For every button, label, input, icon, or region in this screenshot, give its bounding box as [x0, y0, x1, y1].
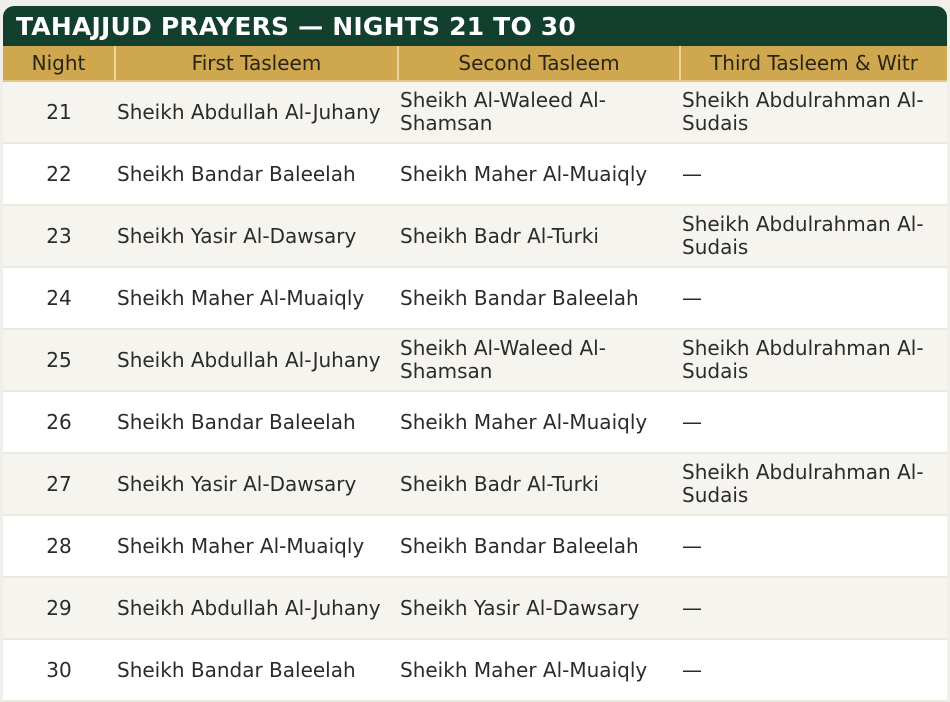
night-cell: 27 [3, 453, 115, 515]
third-tasleem-cell: Sheikh Abdulrahman Al-Sudais [680, 205, 947, 267]
third-tasleem-cell: Sheikh Abdulrahman Al-Sudais [680, 453, 947, 515]
night-cell: 30 [3, 639, 115, 701]
first-tasleem-cell: Sheikh Yasir Al-Dawsary [115, 205, 398, 267]
night-cell: 26 [3, 391, 115, 453]
night-cell: 28 [3, 515, 115, 577]
first-tasleem-cell: Sheikh Bandar Baleelah [115, 639, 398, 701]
table-row [3, 453, 947, 515]
third-tasleem-cell: Sheikh Abdulrahman Al-Sudais [680, 329, 947, 391]
third-tasleem-cell: — [680, 515, 947, 577]
second-tasleem-cell: Sheikh Maher Al-Muaiqly [398, 391, 680, 453]
night-cell: 22 [3, 143, 115, 205]
second-tasleem-cell: Sheikh Badr Al-Turki [398, 453, 680, 515]
column-header-first-tasleem: First Tasleem [115, 46, 398, 81]
second-tasleem-cell: Sheikh Maher Al-Muaiqly [398, 143, 680, 205]
third-tasleem-cell: — [680, 577, 947, 639]
night-cell: 24 [3, 267, 115, 329]
column-header-night: Night [3, 46, 115, 81]
second-tasleem-cell: Sheikh Bandar Baleelah [398, 267, 680, 329]
table-row [3, 205, 947, 267]
column-header-third-tasleem-witr: Third Tasleem & Witr [680, 46, 947, 81]
night-cell: 23 [3, 205, 115, 267]
night-cell: 25 [3, 329, 115, 391]
table-row [3, 391, 947, 453]
third-tasleem-cell: — [680, 391, 947, 453]
first-tasleem-cell: Sheikh Yasir Al-Dawsary [115, 453, 398, 515]
third-tasleem-cell: — [680, 143, 947, 205]
second-tasleem-cell: Sheikh Al-Waleed Al-Shamsan [398, 81, 680, 143]
third-tasleem-cell: — [680, 639, 947, 701]
second-tasleem-cell: Sheikh Badr Al-Turki [398, 205, 680, 267]
second-tasleem-cell: Sheikh Maher Al-Muaiqly [398, 639, 680, 701]
first-tasleem-cell: Sheikh Maher Al-Muaiqly [115, 267, 398, 329]
table-row [3, 329, 947, 391]
first-tasleem-cell: Sheikh Maher Al-Muaiqly [115, 515, 398, 577]
table-row [3, 515, 947, 577]
table-row [3, 639, 947, 701]
column-header-second-tasleem: Second Tasleem [398, 46, 680, 81]
third-tasleem-cell: — [680, 267, 947, 329]
first-tasleem-cell: Sheikh Bandar Baleelah [115, 143, 398, 205]
night-cell: 21 [3, 81, 115, 143]
second-tasleem-cell: Sheikh Al-Waleed Al-Shamsan [398, 329, 680, 391]
first-tasleem-cell: Sheikh Abdullah Al-Juhany [115, 81, 398, 143]
night-cell: 29 [3, 577, 115, 639]
first-tasleem-cell: Sheikh Bandar Baleelah [115, 391, 398, 453]
table-row [3, 267, 947, 329]
schedule-card [3, 6, 947, 702]
table-row [3, 81, 947, 143]
second-tasleem-cell: Sheikh Bandar Baleelah [398, 515, 680, 577]
first-tasleem-cell: Sheikh Abdullah Al-Juhany [115, 577, 398, 639]
third-tasleem-cell: Sheikh Abdulrahman Al-Sudais [680, 81, 947, 143]
table-row [3, 577, 947, 639]
first-tasleem-cell: Sheikh Abdullah Al-Juhany [115, 329, 398, 391]
schedule-table [3, 46, 947, 702]
schedule-title: TAHAJJUD PRAYERS — NIGHTS 21 TO 30 [3, 6, 947, 46]
table-row [3, 143, 947, 205]
table-header-row [3, 46, 947, 81]
second-tasleem-cell: Sheikh Yasir Al-Dawsary [398, 577, 680, 639]
